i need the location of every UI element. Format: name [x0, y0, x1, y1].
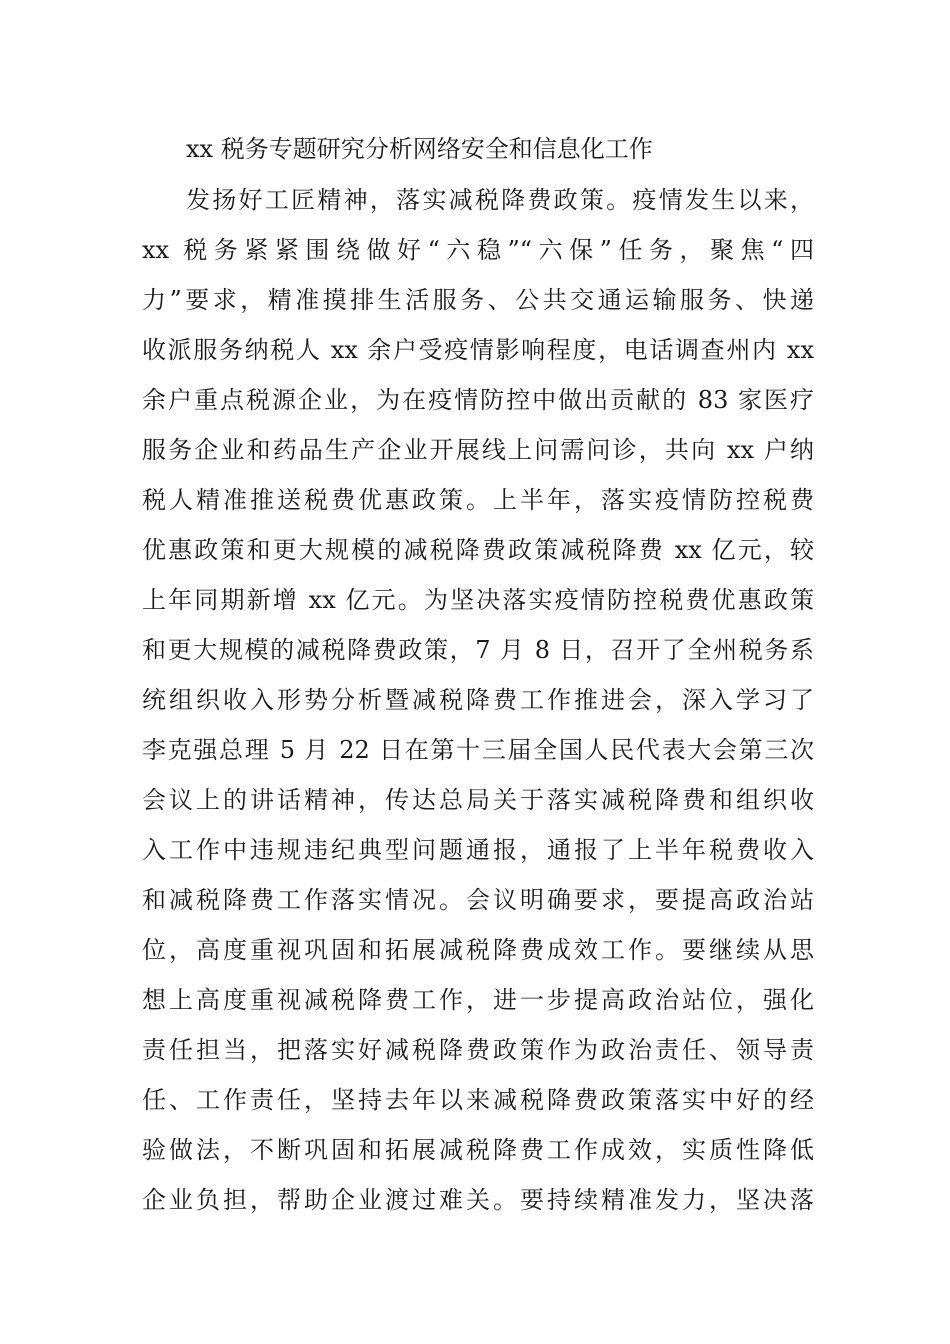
body-line: 想上高度重视减税降费工作，进一步提高政治站位，强化 [142, 986, 814, 1014]
body-line: 会议上的讲话精神，传达总局关于落实减税降费和组织收 [142, 786, 814, 814]
body-line: xx 税务紧紧围绕做好“六稳”“六保”任务，聚焦“四 [142, 236, 814, 264]
body-line: 服务企业和药品生产企业开展线上问需问诊，共向 xx 户纳 [142, 436, 814, 464]
body-line: 验做法，不断巩固和拓展减税降费工作成效，实质性降低 [142, 1136, 814, 1164]
body-line: 责任担当，把落实好减税降费政策作为政治责任、领导责 [142, 1036, 814, 1064]
body-line: 收派服务纳税人 xx 余户受疫情影响程度，电话调查州内 xx [142, 336, 814, 364]
body-line: 位，高度重视巩固和拓展减税降费成效工作。要继续从思 [142, 936, 814, 964]
body-line: 力”要求，精准摸排生活服务、公共交通运输服务、快递 [142, 286, 814, 314]
body-line: 任、工作责任，坚持去年以来减税降费政策落实中好的经 [142, 1086, 814, 1114]
body-line: 余户重点税源企业，为在疫情防控中做出贡献的 83 家医疗 [142, 386, 814, 414]
body-line: 李克强总理 5 月 22 日在第十三届全国人民代表大会第三次 [142, 736, 814, 764]
body-line: 入工作中违规违纪典型问题通报，通报了上半年税费收入 [142, 836, 814, 864]
document-title: xx 税务专题研究分析网络安全和信息化工作 [186, 135, 653, 163]
body-line: 上年同期新增 xx 亿元。为坚决落实疫情防控税费优惠政策 [142, 586, 814, 614]
body-line: 统组织收入形势分析暨减税降费工作推进会，深入学习了 [142, 686, 814, 714]
document-body [142, 182, 814, 1232]
body-line: 发扬好工匠精神，落实减税降费政策。疫情发生以来， [186, 186, 814, 214]
body-line: 企业负担，帮助企业渡过难关。要持续精准发力，坚决落 [142, 1186, 814, 1214]
body-line: 优惠政策和更大规模的减税降费政策减税降费 xx 亿元，较 [142, 536, 814, 564]
body-line: 税人精准推送税费优惠政策。上半年，落实疫情防控税费 [142, 486, 814, 514]
body-line: 和减税降费工作落实情况。会议明确要求，要提高政治站 [142, 886, 814, 914]
body-line: 和更大规模的减税降费政策，7 月 8 日，召开了全州税务系 [142, 636, 814, 664]
